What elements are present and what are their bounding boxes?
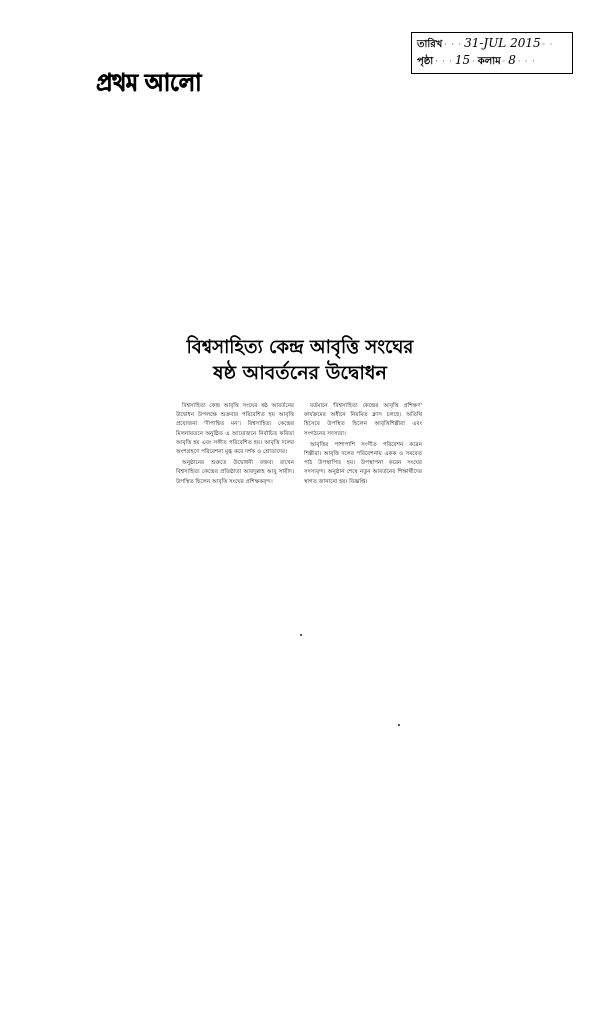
stamp-dots: ·: [502, 57, 507, 66]
stamp-column-label: কলাম: [477, 56, 501, 67]
scan-speck: [300, 634, 302, 636]
stamp-dots: · · ·: [435, 57, 453, 66]
stamp-page-row: [417, 53, 567, 70]
stamp-column-value: 8: [508, 53, 516, 67]
article-headline: [170, 334, 430, 386]
clipping-stamp: [411, 32, 573, 74]
article-column-1: [176, 402, 294, 552]
stamp-dots: · ·: [542, 40, 554, 49]
article-column-2: [304, 402, 422, 552]
scan-speck: [398, 724, 400, 726]
paragraph: অনুষ্ঠানের শুরুতে উদ্বোধনী বক্তব্য রাখেন বিশ্বসাহিত্য কেন্দ্রের প্রতিষ্ঠাতা আবদুল্লাহ আবু সায়ীদ। উপস্থিত ছিলেন আবৃত্তি সংঘের প্রশিক্ষকবৃন্দ।: [176, 460, 294, 485]
paragraph: আবৃত্তির পাশাপাশি সংগীত পরিবেশন করেন শিল্পীরা। আবৃত্তি দলের পরিবেশনায় একক ও সমবেত পাঠ উপস্থাপিত হয়। উপস্থাপনা করেন সংঘের সদস্যবৃন্দ। অনুষ্ঠান শেষে নতুন আবর্তনের শিক্ষার্থীদের স্বাগত জানানো হয়। বিজ্ঞপ্তি।: [304, 441, 422, 485]
stamp-date-label: তারিখ: [417, 39, 443, 50]
stamp-page-label: পৃষ্ঠা: [417, 56, 434, 67]
stamp-dots: ·: [472, 57, 476, 66]
stamp-dots: · · ·: [444, 40, 463, 49]
newspaper-masthead: প্রথম আলো: [96, 69, 201, 98]
headline-line-2: ষষ্ঠ আবর্তনের উদ্বোধন: [213, 362, 387, 384]
stamp-dots: · · ·: [517, 57, 536, 66]
stamp-date-row: [417, 36, 567, 53]
paragraph: বিশ্বসাহিত্য কেন্দ্র আবৃত্তি সংঘের ষষ্ঠ আবর্তনের উদ্বোধন উপলক্ষে শুক্রবার পরিবেশিত হয় আবৃত্তি প্রযোজনা 'দীপান্বিত মন'। বিশ্বসাহিত্য কেন্দ্রের মিলনায়তনে অনুষ্ঠিত এ আয়োজনে নির্বাচিত কবিতা আবৃত্তি হয় এবং সঙ্গীত পরিবেশিত হয়। আবৃত্তি দলের অংশগ্রহণে পরিবেশনা মুগ্ধ করে দর্শক ও শ্রোতাদের।: [176, 403, 294, 456]
stamp-date-value: 31-JUL 2015: [464, 36, 541, 50]
article-body: [176, 402, 422, 552]
paragraph: বর্তমানে 'বিশ্বসাহিত্য কেন্দ্রের আবৃত্তি প্রশিক্ষণ' কার্যক্রমের অধীনে নিয়মিত ক্লাস চলছে। অতিথি হিসেবে উপস্থিত ছিলেন আবৃত্তিশিল্পীরা এবং সংগঠনের সদস্যরা।: [304, 403, 422, 437]
headline-line-1: বিশ্বসাহিত্য কেন্দ্র আবৃত্তি সংঘের: [186, 336, 414, 358]
stamp-page-value: 15: [454, 53, 471, 67]
